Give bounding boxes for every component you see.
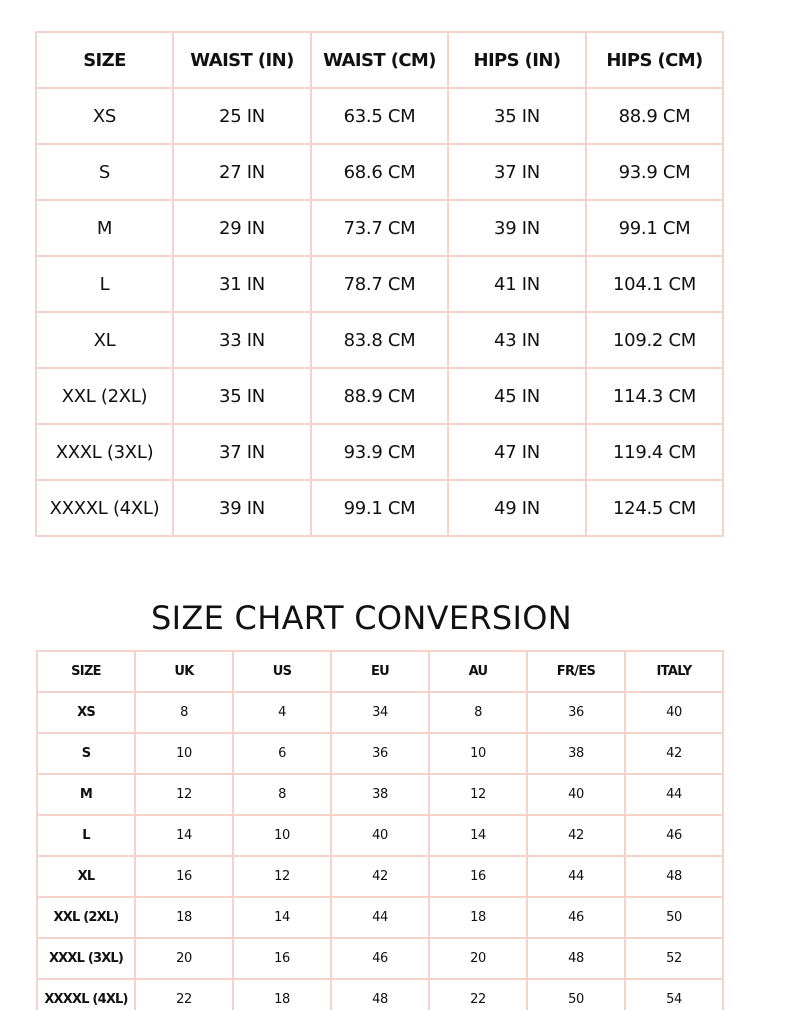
cell-us: 14: [233, 897, 331, 938]
cell-hips-in: 43 IN: [448, 312, 586, 368]
cell-fr-es: 50: [527, 979, 625, 1010]
measurement-table: [35, 31, 724, 537]
table-row: [36, 424, 723, 480]
header-au: AU: [429, 651, 527, 692]
cell-waist-cm: 83.8 CM: [311, 312, 448, 368]
cell-hips-cm: 104.1 CM: [586, 256, 723, 312]
header-hips-cm: HIPS (CM): [586, 32, 723, 88]
table-row: [36, 256, 723, 312]
cell-us: 4: [233, 692, 331, 733]
table-row: [36, 480, 723, 536]
cell-hips-cm: 109.2 CM: [586, 312, 723, 368]
cell-size: XXL (2XL): [36, 368, 173, 424]
table-row: [36, 312, 723, 368]
cell-eu: 42: [331, 856, 429, 897]
header-hips-in: HIPS (IN): [448, 32, 586, 88]
cell-size: XS: [37, 692, 135, 733]
cell-us: 18: [233, 979, 331, 1010]
table-row: [36, 144, 723, 200]
cell-fr-es: 40: [527, 774, 625, 815]
conversion-header-row: [37, 651, 723, 692]
table-row: [36, 88, 723, 144]
cell-waist-in: 37 IN: [173, 424, 311, 480]
cell-size: L: [37, 815, 135, 856]
cell-italy: 46: [625, 815, 723, 856]
cell-fr-es: 42: [527, 815, 625, 856]
header-fr-es: FR/ES: [527, 651, 625, 692]
cell-eu: 48: [331, 979, 429, 1010]
header-waist-in: WAIST (IN): [173, 32, 311, 88]
cell-eu: 46: [331, 938, 429, 979]
cell-us: 16: [233, 938, 331, 979]
table-row: [37, 692, 723, 733]
cell-waist-cm: 93.9 CM: [311, 424, 448, 480]
cell-size: L: [36, 256, 173, 312]
cell-size: S: [37, 733, 135, 774]
cell-waist-in: 39 IN: [173, 480, 311, 536]
cell-uk: 12: [135, 774, 233, 815]
cell-italy: 52: [625, 938, 723, 979]
table-row: [37, 733, 723, 774]
header-eu: EU: [331, 651, 429, 692]
cell-waist-cm: 88.9 CM: [311, 368, 448, 424]
cell-size: XXL (2XL): [37, 897, 135, 938]
measurement-header-row: [36, 32, 723, 88]
cell-waist-in: 35 IN: [173, 368, 311, 424]
cell-size: XL: [36, 312, 173, 368]
cell-italy: 50: [625, 897, 723, 938]
cell-us: 6: [233, 733, 331, 774]
cell-us: 8: [233, 774, 331, 815]
cell-eu: 36: [331, 733, 429, 774]
cell-italy: 54: [625, 979, 723, 1010]
header-size: SIZE: [36, 32, 173, 88]
cell-italy: 42: [625, 733, 723, 774]
cell-au: 8: [429, 692, 527, 733]
table-row: [37, 979, 723, 1010]
cell-uk: 14: [135, 815, 233, 856]
cell-italy: 40: [625, 692, 723, 733]
cell-eu: 44: [331, 897, 429, 938]
cell-italy: 48: [625, 856, 723, 897]
cell-waist-in: 33 IN: [173, 312, 311, 368]
header-italy: ITALY: [625, 651, 723, 692]
cell-au: 20: [429, 938, 527, 979]
cell-au: 22: [429, 979, 527, 1010]
cell-uk: 16: [135, 856, 233, 897]
cell-waist-cm: 63.5 CM: [311, 88, 448, 144]
conversion-title: SIZE CHART CONVERSION: [151, 599, 572, 637]
table-row: [37, 938, 723, 979]
cell-hips-in: 45 IN: [448, 368, 586, 424]
cell-au: 12: [429, 774, 527, 815]
header-uk: UK: [135, 651, 233, 692]
cell-hips-in: 37 IN: [448, 144, 586, 200]
cell-eu: 40: [331, 815, 429, 856]
cell-eu: 34: [331, 692, 429, 733]
cell-size: XXXXL (4XL): [37, 979, 135, 1010]
table-row: [37, 856, 723, 897]
header-us: US: [233, 651, 331, 692]
cell-size: XXXL (3XL): [36, 424, 173, 480]
cell-us: 10: [233, 815, 331, 856]
cell-fr-es: 44: [527, 856, 625, 897]
cell-hips-cm: 119.4 CM: [586, 424, 723, 480]
cell-eu: 38: [331, 774, 429, 815]
cell-fr-es: 38: [527, 733, 625, 774]
cell-size: M: [36, 200, 173, 256]
cell-waist-cm: 68.6 CM: [311, 144, 448, 200]
table-row: [37, 815, 723, 856]
cell-size: XS: [36, 88, 173, 144]
cell-hips-in: 39 IN: [448, 200, 586, 256]
cell-us: 12: [233, 856, 331, 897]
cell-size: XXXL (3XL): [37, 938, 135, 979]
cell-hips-in: 47 IN: [448, 424, 586, 480]
cell-uk: 10: [135, 733, 233, 774]
cell-uk: 8: [135, 692, 233, 733]
conversion-table: [36, 650, 724, 1010]
cell-hips-in: 35 IN: [448, 88, 586, 144]
cell-au: 18: [429, 897, 527, 938]
table-row: [37, 774, 723, 815]
table-row: [37, 897, 723, 938]
cell-size: XL: [37, 856, 135, 897]
cell-hips-in: 49 IN: [448, 480, 586, 536]
cell-waist-in: 31 IN: [173, 256, 311, 312]
cell-waist-in: 29 IN: [173, 200, 311, 256]
cell-hips-in: 41 IN: [448, 256, 586, 312]
cell-uk: 22: [135, 979, 233, 1010]
cell-fr-es: 46: [527, 897, 625, 938]
cell-size: XXXXL (4XL): [36, 480, 173, 536]
cell-waist-cm: 78.7 CM: [311, 256, 448, 312]
cell-au: 10: [429, 733, 527, 774]
cell-hips-cm: 124.5 CM: [586, 480, 723, 536]
cell-hips-cm: 93.9 CM: [586, 144, 723, 200]
header-waist-cm: WAIST (CM): [311, 32, 448, 88]
cell-waist-cm: 99.1 CM: [311, 480, 448, 536]
cell-fr-es: 48: [527, 938, 625, 979]
cell-size: S: [36, 144, 173, 200]
header-size: SIZE: [37, 651, 135, 692]
cell-size: M: [37, 774, 135, 815]
table-row: [36, 200, 723, 256]
cell-hips-cm: 114.3 CM: [586, 368, 723, 424]
cell-waist-in: 27 IN: [173, 144, 311, 200]
cell-italy: 44: [625, 774, 723, 815]
cell-waist-cm: 73.7 CM: [311, 200, 448, 256]
table-row: [36, 368, 723, 424]
cell-uk: 18: [135, 897, 233, 938]
cell-fr-es: 36: [527, 692, 625, 733]
cell-waist-in: 25 IN: [173, 88, 311, 144]
cell-au: 16: [429, 856, 527, 897]
cell-au: 14: [429, 815, 527, 856]
cell-hips-cm: 88.9 CM: [586, 88, 723, 144]
cell-uk: 20: [135, 938, 233, 979]
cell-hips-cm: 99.1 CM: [586, 200, 723, 256]
